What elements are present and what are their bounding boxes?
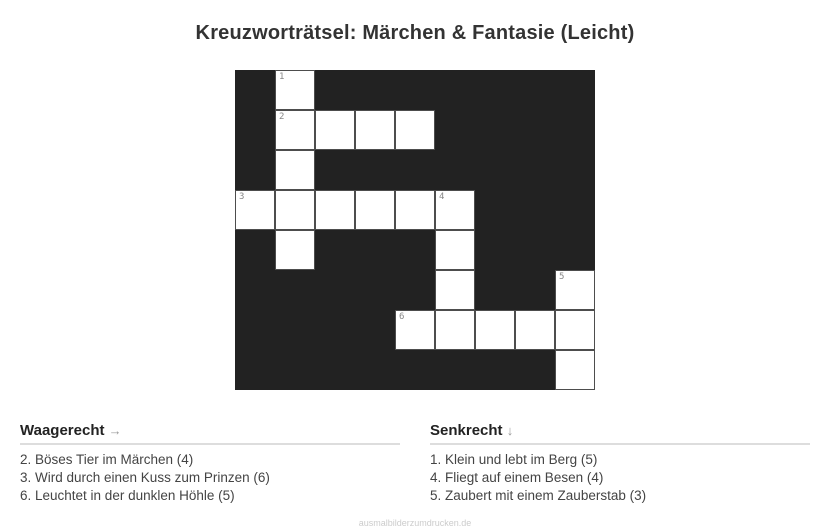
- crossword-cell[interactable]: [315, 110, 355, 150]
- clue-item: 4. Fliegt auf einem Besen (4): [430, 470, 604, 485]
- down-heading-label: Senkrecht: [430, 422, 503, 439]
- down-clue-list: [430, 451, 810, 505]
- cell-number: 5: [559, 272, 565, 282]
- down-heading: [430, 423, 810, 445]
- crossword-cell[interactable]: [275, 230, 315, 270]
- down-arrow-icon: ↓: [506, 423, 514, 438]
- crossword-cell[interactable]: [275, 70, 315, 110]
- right-arrow-icon: →: [108, 423, 122, 438]
- crossword-cell[interactable]: [395, 190, 435, 230]
- down-clues-column: [430, 423, 810, 505]
- crossword-cell[interactable]: [275, 110, 315, 150]
- cell-number: 1: [279, 72, 285, 82]
- clue-item: 5. Zaubert mit einem Zauberstab (3): [430, 488, 647, 503]
- across-clues-column: [20, 423, 400, 505]
- crossword-cell[interactable]: [435, 270, 475, 310]
- crossword-cell[interactable]: [555, 350, 595, 390]
- crossword-cell[interactable]: [275, 150, 315, 190]
- crossword-cell[interactable]: [275, 190, 315, 230]
- cell-number: 3: [239, 192, 245, 202]
- crossword-cell[interactable]: [435, 230, 475, 270]
- cell-number: 6: [399, 312, 405, 322]
- crossword-cell[interactable]: [355, 110, 395, 150]
- clue-item: 2. Böses Tier im Märchen (4): [20, 452, 194, 467]
- crossword-cell[interactable]: [435, 190, 475, 230]
- crossword-cell[interactable]: [515, 310, 555, 350]
- across-clue-list: [20, 451, 400, 505]
- across-heading: [20, 423, 400, 445]
- across-heading-label: Waagerecht: [20, 422, 105, 439]
- clues-section: [20, 423, 810, 505]
- crossword-cell[interactable]: [235, 190, 275, 230]
- crossword-grid: [235, 70, 595, 390]
- crossword-cell[interactable]: [395, 110, 435, 150]
- page-title: Kreuzworträtsel: Märchen & Fantasie (Leicht): [195, 22, 635, 44]
- crossword-cell[interactable]: [435, 310, 475, 350]
- crossword-cell[interactable]: [315, 190, 355, 230]
- clue-item: 3. Wird durch einen Kuss zum Prinzen (6): [20, 470, 270, 485]
- crossword-cell[interactable]: [355, 190, 395, 230]
- footer-watermark: ausmalbilderzumdrucken.de: [358, 518, 472, 528]
- crossword-cell[interactable]: [555, 270, 595, 310]
- clue-item: 6. Leuchtet in der dunklen Höhle (5): [20, 488, 235, 503]
- cell-number: 2: [279, 112, 285, 122]
- clue-item: 1. Klein und lebt im Berg (5): [430, 452, 598, 467]
- cell-number: 4: [439, 192, 445, 202]
- crossword-cell[interactable]: [475, 310, 515, 350]
- crossword-cell[interactable]: [395, 310, 435, 350]
- crossword-cell[interactable]: [555, 310, 595, 350]
